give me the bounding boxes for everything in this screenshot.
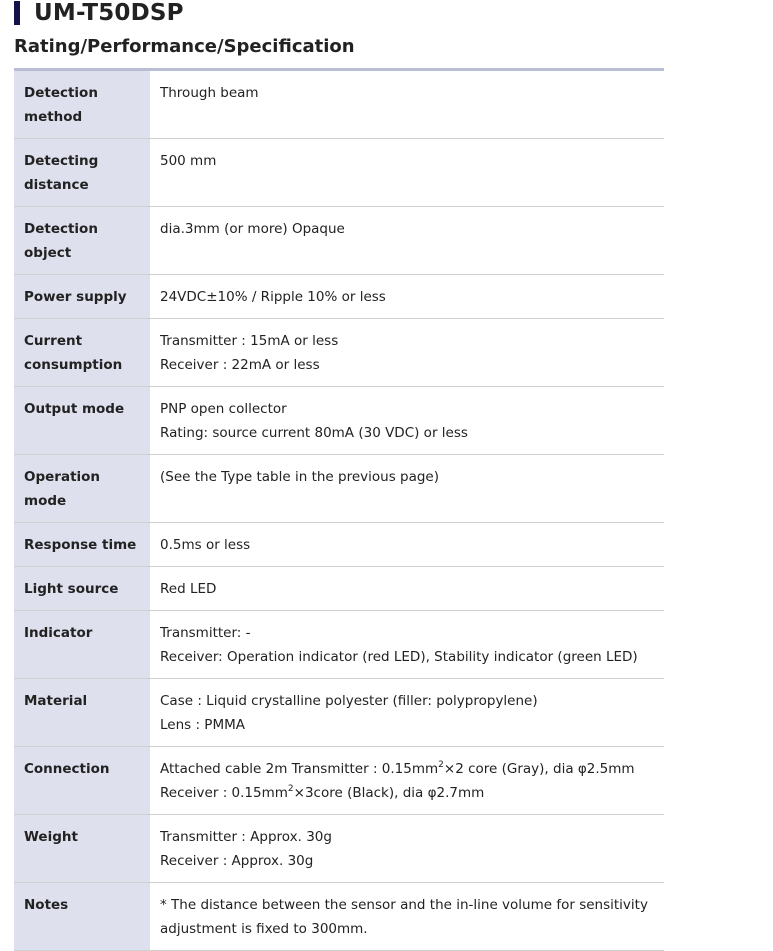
- spec-value-line: 500 mm: [160, 153, 217, 169]
- spec-label: Detecting distance: [14, 139, 150, 207]
- spec-row: [14, 275, 664, 319]
- value-text: Attached cable 2m Transmitter : 0.15mm: [160, 761, 439, 777]
- spec-row: [14, 523, 664, 567]
- spec-label: Light source: [14, 567, 150, 611]
- spec-value-line: Transmitter : Approx. 30g: [160, 829, 332, 845]
- spec-value: [150, 319, 664, 387]
- spec-label: Detection object: [14, 207, 150, 275]
- spec-value: [150, 679, 664, 747]
- page-heading: [14, 0, 184, 26]
- spec-row: [14, 207, 664, 275]
- spec-label: Weight: [14, 815, 150, 883]
- spec-row: [14, 611, 664, 679]
- spec-value-line: 0.5ms or less: [160, 537, 251, 553]
- value-text: ×3core (Black), dia φ2.7mm: [293, 785, 485, 801]
- spec-value: [150, 567, 664, 611]
- spec-label: Response time: [14, 523, 150, 567]
- spec-label: Notes: [14, 883, 150, 951]
- spec-row: [14, 455, 664, 523]
- spec-value-line: Receiver : Approx. 30g: [160, 853, 314, 869]
- spec-row: [14, 567, 664, 611]
- spec-value: [150, 275, 664, 319]
- spec-value-line: Receiver: Operation indicator (red LED), Stability indicator (green LED): [160, 649, 638, 665]
- spec-row: [14, 319, 664, 387]
- spec-label: Connection: [14, 747, 150, 815]
- spec-value: [150, 70, 664, 139]
- spec-row: [14, 815, 664, 883]
- spec-value-line: Receiver : 22mA or less: [160, 357, 320, 373]
- spec-label: Output mode: [14, 387, 150, 455]
- spec-value-line: (See the Type table in the previous page): [160, 469, 440, 485]
- spec-value-line: Lens : PMMA: [160, 717, 245, 733]
- spec-value: [150, 207, 664, 275]
- spec-value-line: * The distance between the sensor and the in-line volume for sensitivity: [160, 897, 648, 913]
- value-text: ×2 core (Gray), dia φ2.5mm: [443, 761, 635, 777]
- spec-value: [150, 815, 664, 883]
- spec-row: [14, 679, 664, 747]
- spec-value-line: dia.3mm (or more) Opaque: [160, 221, 345, 237]
- superscript: 2: [438, 760, 444, 770]
- spec-value-line: [160, 781, 654, 805]
- spec-value-line: Rating: source current 80mA (30 VDC) or less: [160, 425, 468, 441]
- superscript: 2: [287, 784, 294, 794]
- spec-value-line: Transmitter : 15mA or less: [160, 333, 339, 349]
- page-title: UM-T50DSP: [34, 0, 184, 26]
- spec-value: [150, 611, 664, 679]
- spec-label: Indicator: [14, 611, 150, 679]
- spec-row: [14, 883, 664, 951]
- spec-value-line: Transmitter: -: [160, 625, 251, 641]
- spec-table-body: [14, 70, 664, 951]
- spec-label: Detection method: [14, 70, 150, 139]
- spec-row: [14, 70, 664, 139]
- spec-row: [14, 747, 664, 815]
- spec-label: Current consumption: [14, 319, 150, 387]
- spec-label: Operation mode: [14, 455, 150, 523]
- spec-value-line: adjustment is fixed to 300mm.: [160, 921, 368, 937]
- spec-value-line: Case : Liquid crystalline polyester (filler: polypropylene): [160, 693, 538, 709]
- spec-value: [150, 455, 664, 523]
- spec-value-line: Red LED: [160, 581, 217, 597]
- spec-label: Power supply: [14, 275, 150, 319]
- spec-value-line: PNP open collector: [160, 401, 287, 417]
- spec-row: [14, 139, 664, 207]
- spec-value-line: Through beam: [160, 85, 259, 101]
- value-text: Receiver : 0.15mm: [160, 785, 288, 801]
- spec-value: [150, 883, 664, 951]
- spec-row: [14, 387, 664, 455]
- spec-value: [150, 387, 664, 455]
- spec-label: Material: [14, 679, 150, 747]
- spec-table: [14, 68, 664, 951]
- section-title: Rating/Performance/Specification: [14, 36, 355, 57]
- spec-value: [150, 747, 664, 815]
- spec-value: [150, 523, 664, 567]
- spec-value-line: [160, 757, 654, 781]
- spec-value-line: 24VDC±10% / Ripple 10% or less: [160, 289, 386, 305]
- heading-accent-bar: [14, 1, 20, 25]
- spec-value: [150, 139, 664, 207]
